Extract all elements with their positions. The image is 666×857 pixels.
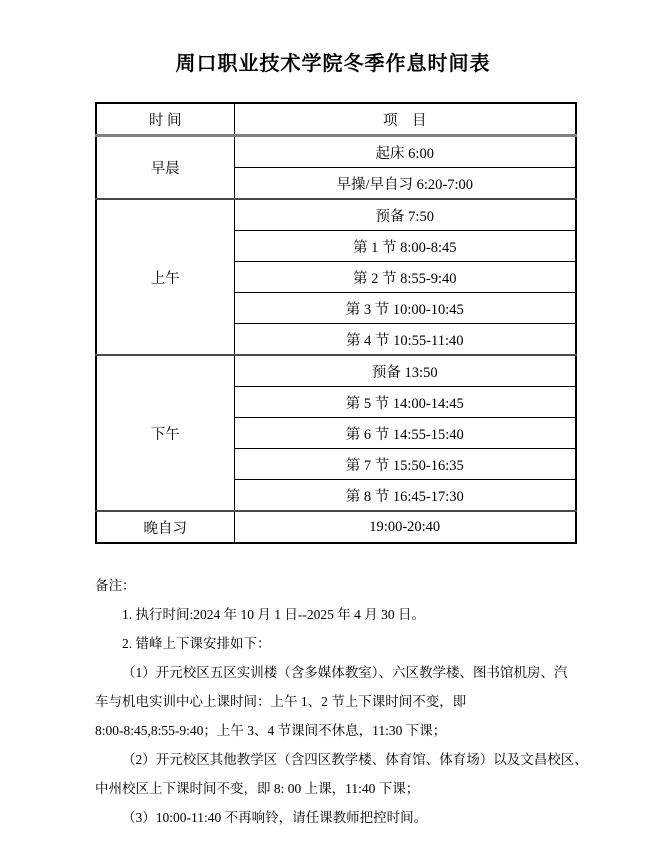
schedule-item-cell: 早操/早自习 6:20-7:00: [234, 168, 576, 200]
group-time-cell-afternoon: 下午: [96, 355, 234, 511]
schedule-item-cell: 第 8 节 16:45-17:30: [234, 480, 576, 512]
note-line: 车与机电实训中心上课时间：上午 1、2 节上下课时间不变，即: [95, 694, 467, 709]
table-row: [96, 355, 576, 387]
table-header-row: [96, 103, 576, 136]
page-title: 周口职业技术学院冬季作息时间表: [175, 53, 491, 75]
schedule-item-cell: 第 2 节 8:55-9:40: [234, 262, 576, 293]
schedule-item-cell: 第 6 节 14:55-15:40: [234, 418, 576, 449]
time-header-cell: 时 间: [96, 103, 234, 136]
note-line: 8:00-8:45,8:55-9:40；上午 3、4 节课间不休息，11:30 下课；: [95, 723, 447, 738]
schedule-item-cell: 第 5 节 14:00-14:45: [234, 387, 576, 418]
group-time-cell-morning: 早晨: [96, 136, 234, 200]
note-line: （2）开元校区其他教学区（含四区教学楼、体育馆、体育场）以及文昌校区、: [122, 752, 588, 767]
note-line: （1）开元校区五区实训楼（含多媒体教室）、六区教学楼、图书馆机房、汽: [122, 665, 568, 680]
schedule-item-cell: 预备 7:50: [234, 199, 576, 231]
table-row: [96, 511, 576, 543]
schedule-item-cell: 第 3 节 10:00-10:45: [234, 293, 576, 324]
schedule-item-cell: 预备 13:50: [234, 355, 576, 387]
schedule-item-cell: 第 7 节 15:50-16:35: [234, 449, 576, 480]
group-time-cell-forenoon: 上午: [96, 199, 234, 355]
schedule-item-cell: 第 1 节 8:00-8:45: [234, 231, 576, 262]
item-header-cell: 项 目: [234, 103, 576, 136]
note-line: 中州校区上下课时间不变，即 8: 00 上课，11:40 下课；: [95, 781, 420, 796]
schedule-item-cell: 第 4 节 10:55-11:40: [234, 324, 576, 356]
schedule-item-cell: 起床 6:00: [234, 136, 576, 168]
schedule-table: [95, 102, 577, 544]
note-line: 备注：: [95, 578, 136, 593]
table-row: [96, 136, 576, 168]
group-time-cell-evening: 晚自习: [96, 511, 234, 543]
schedule-item-cell: 19:00-20:40: [234, 511, 576, 543]
table-row: [96, 199, 576, 231]
note-line: 2. 错峰上下课安排如下：: [122, 636, 271, 651]
note-line: （3）10:00-11:40 不再响铃，请任课教师把控时间。: [122, 810, 428, 825]
note-line: 1. 执行时间:2024 年 10 月 1 日--2025 年 4 月 30 日。: [122, 607, 425, 622]
notes-section: [95, 571, 588, 832]
